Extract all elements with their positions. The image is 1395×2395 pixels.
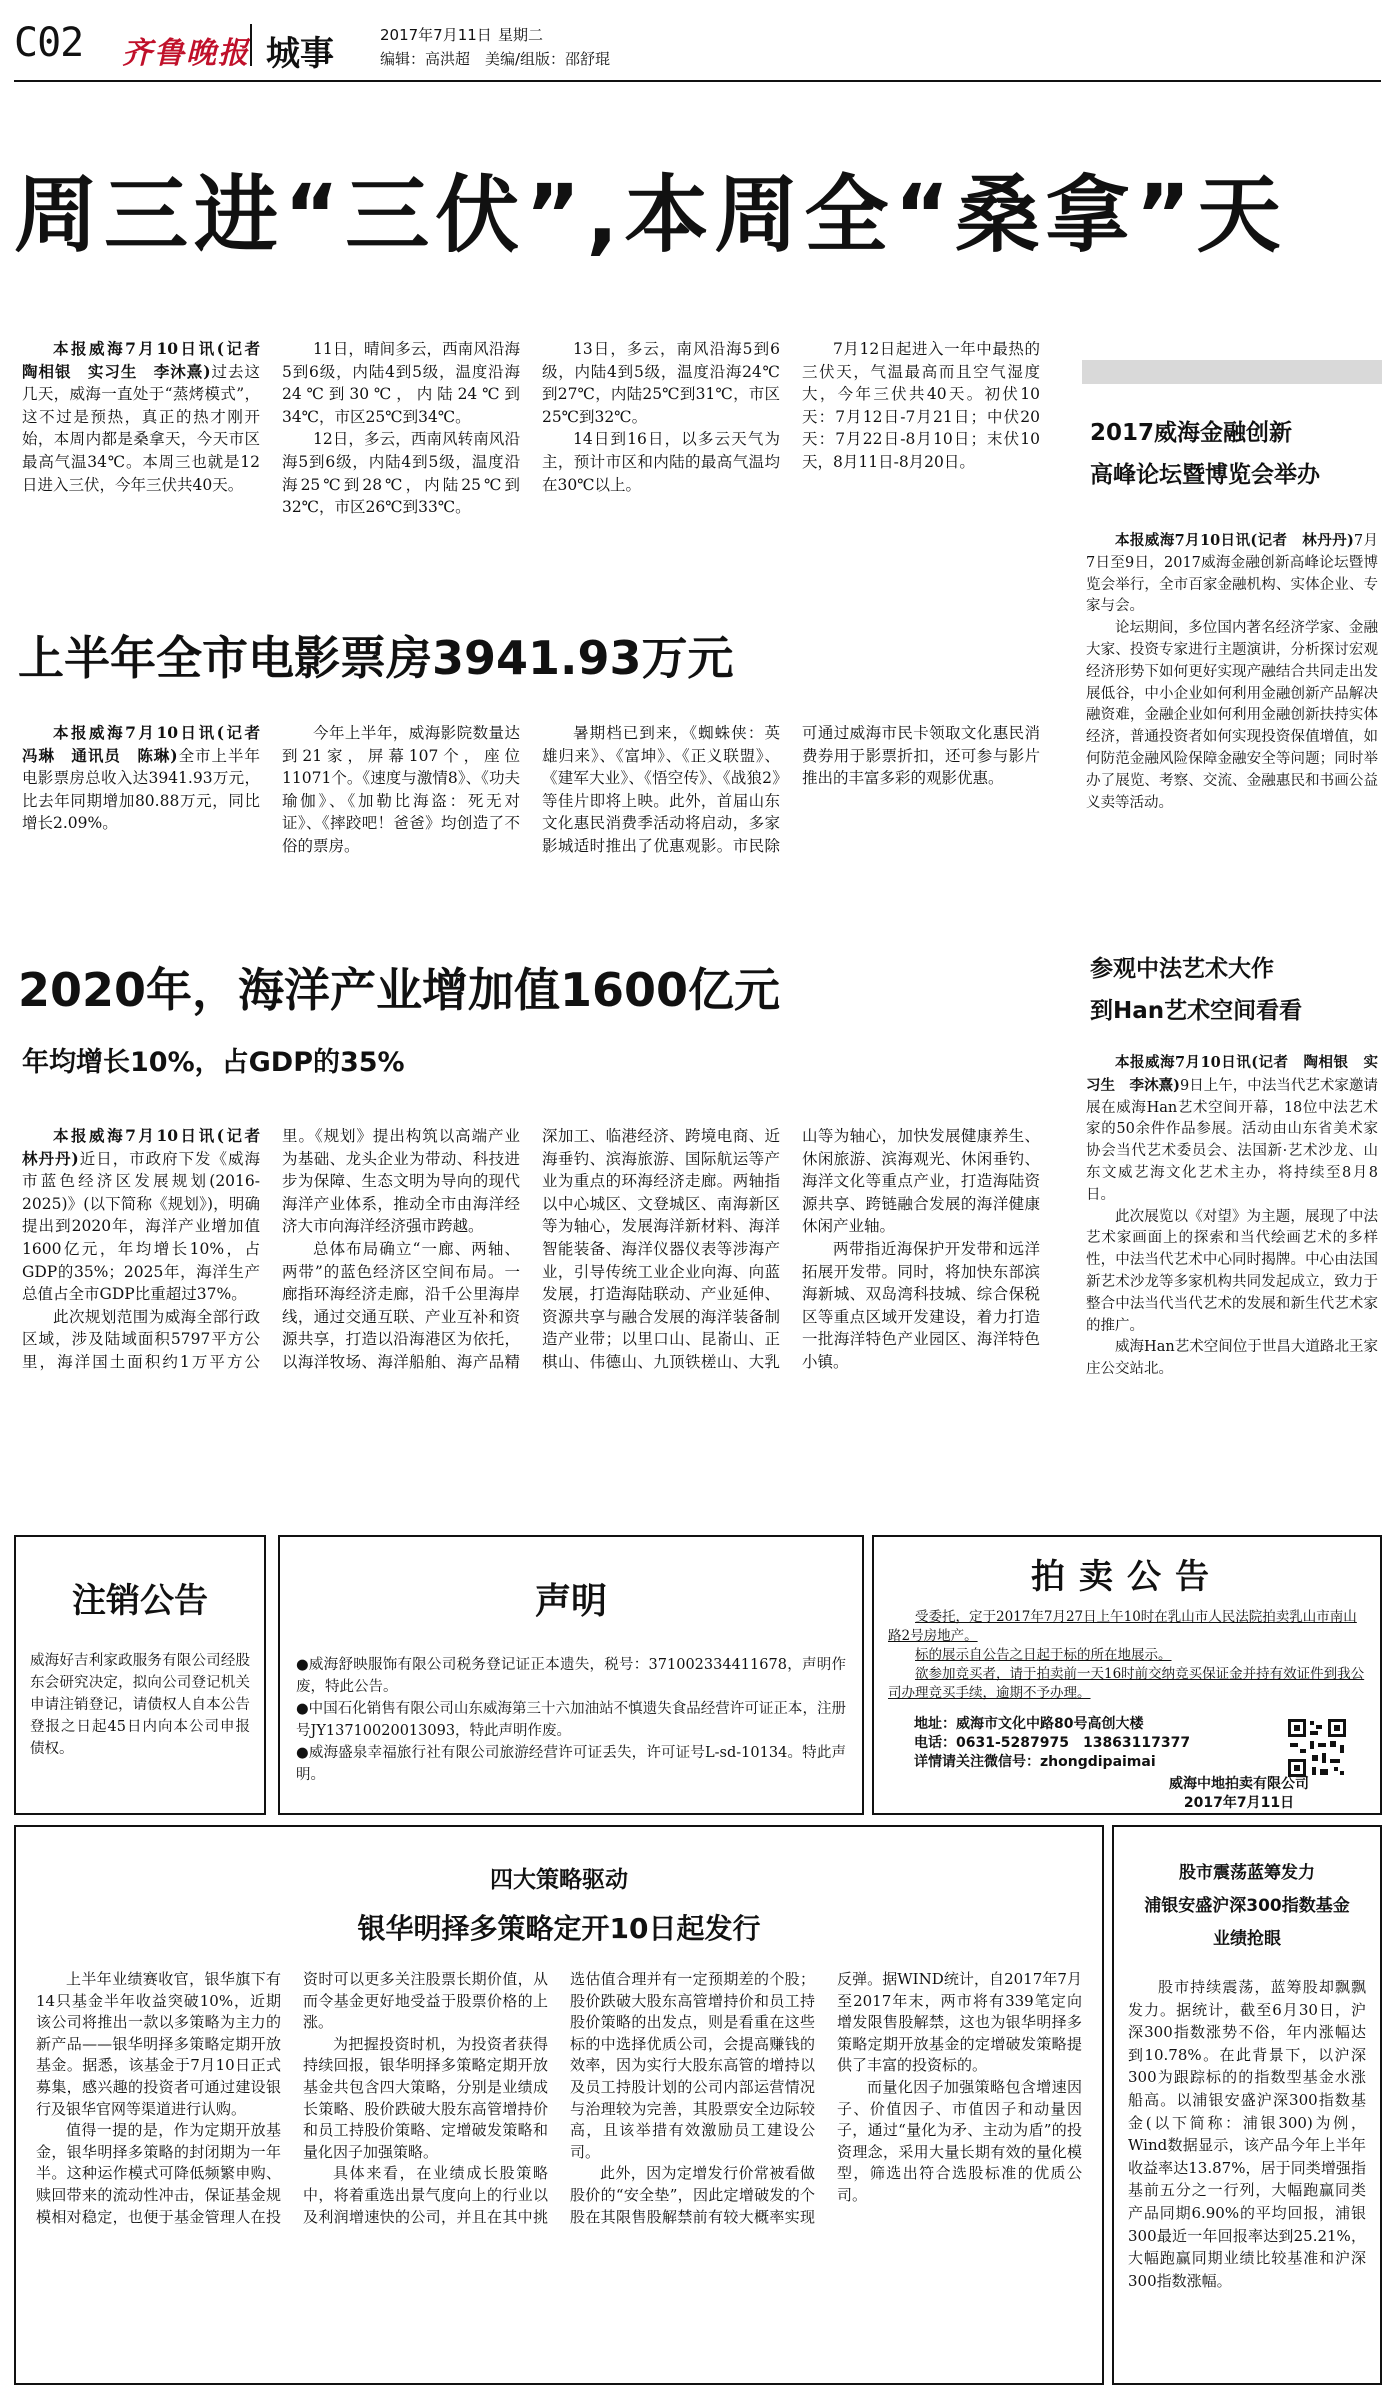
article4-para: 值得一提的是，作为定期开放基金，银华明择多策略的封闭期为一年半。这种运作模式可降低频繁申购、赎回带来的流动性冲击，保证基金规模相对稳定，也便于基金管理人在投资时可以更多关注股票长期价值，从而令基金更好地受益于股票价格的上涨。	[36, 1970, 548, 2226]
article2-byline: 本报威海7月10日讯(记者 冯琳 通讯员 陈琳)	[22, 723, 276, 765]
article4-para: 此外，因为定增发行价常被看做股价的“安全垫”，因此定增破发的个股在其限售股解禁前有较大概率实现反弹。据WIND统计，自2017年7月至2017年末，两市将有339笔定向增发限售股解禁，这也为银华明择多策略定期开放基金的定增破发策略提供了丰富的投资标的。	[570, 1970, 1082, 2226]
article4-para: 而量化因子加强策略包含增速因子、价值因子、市值因子和动量因子，通过“量化为矛、主动为盾”的投资理念，采用大量长期有效的量化模型，筛选出符合选股标准的优质公司。	[837, 2077, 1082, 2204]
sidebar2-headline-line: 到Han艺术空间看看	[1090, 998, 1303, 1024]
article1-headline: 周三进“三伏”,本周全“桑拿”天	[14, 166, 1287, 264]
auction-signoff	[1144, 1775, 1334, 1813]
auction-para: 欲参加竞买者，请于拍卖前一天16时前交纳竞买保证金并持有效证件到我公司办理竞买手续，逾期不予办理。	[888, 1666, 1365, 1701]
article1-para: 14日到16日，以多云天气为主，预计市区和内陆的最高气温均在30℃以上。	[542, 430, 780, 494]
article4-para: 上半年业绩赛收官，银华旗下有14只基金半年收益突破10%，近期该公司将推出一款以多策略为主力的新产品——银华明择多策略定期开放基金。据悉，该基金于7月10日正式募集，感兴趣的投资者可通过建设银行及银华官网等渠道进行认购。	[36, 1970, 281, 2118]
article3-para: 近日，市政府下发《威海市蓝色经济区发展规划(2016-2025)》(以下简称《规划》)，明确提出到2020年，海洋产业增加值1600亿元，年均增长10%，占GDP的35%；2025年，海洋生产总值占全市GDP比重超过37%。	[22, 1149, 260, 1304]
article3-headline: 2020年，海洋产业增加值1600亿元	[18, 963, 781, 1017]
article1-para: 11日，晴间多云，西南风沿海5到6级，内陆4到5级，温度沿海24℃到30℃，内陆24℃到34℃，市区25℃到34℃。	[282, 340, 520, 426]
article4-para: 具体来看，在业绩成长股策略中，将着重选出景气度向上的行业以及利润增速快的公司，并且在其中挑选估值合理并有一定预期差的个股；股价跌破大股东高管增持价和员工持股价策略的出发点，则是看重在这些标的中选择优质公司，会提高赚钱的效率，因为实行大股东高管的增持以及员工持股计划的公司内部运营情况与治理较为完善，其股票安全边际较高，且该举措有效激励员工建设公司。	[303, 1970, 815, 2226]
article1-byline: 本报威海7月10日讯(记者 陶相银 实习生 李沐熹)	[22, 339, 276, 381]
article3-body	[22, 1125, 1040, 1515]
sidebar1-headline	[1090, 412, 1380, 496]
article4-kicker: 四大策略驱动	[490, 1867, 628, 1893]
article1-para: 13日，多云，南风沿海5到6级，内陆4到5级，温度沿海24℃到27℃，内陆25℃到31℃，市区25℃到32℃。	[542, 340, 780, 426]
masthead	[14, 14, 1384, 76]
cancel-notice	[14, 1535, 266, 1815]
paper-logo: 齐鲁晚报	[122, 36, 250, 71]
sidebar1-para: 7月7日至9日，2017威海金融创新高峰论坛暨博览会举行，全市百家金融机构、实体企业、专家与会。	[1086, 533, 1378, 615]
article2-headline: 上半年全市电影票房3941.93万元	[18, 631, 734, 685]
sidebar3-headline-line: 浦银安盛沪深300指数基金	[1144, 1896, 1350, 1916]
article1-body	[22, 338, 1040, 566]
sidebar3-box	[1112, 1825, 1382, 2385]
article2-para: 全市上半年电影票房总收入达3941.93万元，比去年同期增加80.88万元，同比增长2.09%。	[22, 746, 260, 833]
auction-notice	[872, 1535, 1382, 1815]
auction-contacts	[914, 1715, 1190, 1772]
issue-date: 2017年7月11日	[380, 26, 492, 44]
sidebar3-headline-line: 业绩抢眼	[1213, 1929, 1281, 1949]
article4-box	[14, 1825, 1104, 2385]
article2-body	[22, 722, 1040, 922]
statement-title: 声明	[534, 1581, 607, 1622]
sidebar2-headline-line: 参观中法艺术大作	[1090, 956, 1274, 982]
sidebar2-para: 9日上午，中法当代艺术家邀请展在威海Han艺术空间开幕，18位中法艺术家的50余件作品参展。活动由山东省美术家协会当代艺术委员会、法国新·艺术沙龙、山东文威艺海文化艺术主办，将持续至8月8日。	[1086, 1077, 1378, 1203]
auction-para: 标的展示自公告之日起于标的所在地展示。	[915, 1647, 1172, 1663]
cancel-notice-title: 注销公告	[72, 1581, 208, 1621]
sidebar3-headline	[1128, 1857, 1366, 1956]
sidebar3-headline-line: 股市震荡蓝筹发力	[1179, 1863, 1315, 1883]
auction-para: 受委托，定于2017年7月27日上午10时在乳山市人民法院拍卖乳山市南山路2号房地产。	[888, 1609, 1357, 1644]
sidebar3-body	[1128, 1976, 1366, 2292]
statement-item: ●中国石化销售有限公司山东威海第三十六加油站不慎遗失食品经营许可证正本，注册号JY13710020013093，特此声明作废。	[296, 1701, 846, 1739]
sidebar1-byline: 本报威海7月10日讯(记者 林丹丹)	[1115, 532, 1354, 549]
sidebar1-headline-line: 2017威海金融创新	[1090, 420, 1293, 446]
statement-notice	[278, 1535, 864, 1815]
article4-headline: 银华明择多策略定开10日起发行	[357, 1912, 761, 1945]
editors-line: 编辑：高洪超 美编/组版：邵舒琨	[380, 50, 611, 68]
article3-subhead: 年均增长10%，占GDP的35%	[22, 1047, 405, 1078]
article3-para: 两带指近海保护开发带和远洋拓展开发带。同时，将加快东部滨海新城、双岛湾科技城、综合保税区等重点区域开发建设，着力打造一批海洋特色产业园区、海洋特色小镇。	[802, 1239, 1040, 1371]
masthead-rule	[14, 80, 1381, 82]
article4-body	[36, 1969, 1082, 2369]
statement-item: ●威海盛泉幸福旅行社有限公司旅游经营许可证丢失，许可证号L-sd-10134。特此声明。	[296, 1745, 846, 1783]
qr-code-icon	[1286, 1717, 1348, 1779]
article3-byline: 本报威海7月10日讯(记者 林丹丹)	[22, 1126, 276, 1168]
article1-para: 7月12日起进入一年中最热的三伏天，气温最高而且空气湿度大，今年三伏共40天。初伏10天：7月12日-7月21日；中伏20天：7月22日-8月10日；末伏10天，8月11日-8月20日。	[802, 340, 1040, 471]
section-title: 城事	[266, 34, 334, 74]
sidebar2-headline	[1090, 948, 1380, 1032]
sidebar1-headline-line: 高峰论坛暨博览会举办	[1090, 462, 1320, 488]
auction-wechat: 详情请关注微信号：zhongdipaimai	[914, 1754, 1156, 1770]
issue-weekday: 星期二	[498, 26, 544, 44]
article2-para: 暑期档已到来，《蜘蛛侠：英雄归来》、《富坤》、《正义联盟》、《建军大业》、《悟空传》、《战狼2》等佳片即将上映。此外，首届山东文化惠民消费季活动将启动，多家影城适时推出了优惠观影。市民除可通过威海市民卡领取文化惠民消费券用于影票折扣，还可参与影片推出的丰富多彩的观影优惠。	[542, 724, 1040, 855]
sidebar3-para: 股市持续震荡，蓝筹股却飘飘发力。据统计，截至6月30日，沪深300指数涨势不俗，年内涨幅达到10.78%。在此背景下，以沪深300为跟踪标的的指数型基金水涨船高。以浦银安盛沪深300指数基金(以下简称：浦银300)为例，Wind数据显示，该产品今年上半年收益率达13.87%，居于同类增强指基前五分之一行列，大幅跑赢同类产品同期6.90%的平均回报，浦银300最近一年回报率达到25.21%，大幅跑赢同期业绩比较基准和沪深300指数涨幅。	[1128, 1978, 1366, 2290]
sidebar2-body	[1086, 1052, 1378, 1522]
sidebar1-para: 论坛期间，多位国内著名经济学家、金融大家、投资专家进行主题演讲，分析探讨宏观经济形势下如何更好实现产融结合共同走出发展低谷，中小企业如何利用金融创新产品解决融资难，金融企业如何利用金融创新扶持实体经济，普通投资者如何实现投资保值增值，如何防范金融风险保障金融安全等问题；同时举办了展览、考察、交流、金融惠民和书画公益义卖等活动。	[1086, 620, 1378, 811]
article2-para: 今年上半年，威海影院数量达到21家，屏幕107个，座位11071个。《速度与激情8》、《功夫瑜伽》、《加勒比海盗：死无对证》、《摔跤吧！爸爸》均创造了不俗的票房。	[282, 724, 520, 855]
article3-para: 总体布局确立“一廊、两轴、两带”的蓝色经济区空间布局。一廊指环海经济走廊，沿千公里海岸线，通过交通互联、产业互补和资源共享，打造以沿海港区为依托，以海洋牧场、海洋船舶、海产品精深加工、临港经济、跨境电商、近海垂钓、滨海旅游、国际航运等产业为重点的环海经济走廊。两轴指以中心城区、文登城区、南海新区等为轴心，发展海洋新材料、海洋智能装备、海洋仪器仪表等涉海产业，引导传统工业企业向海、向蓝发展，打造海陆联动、产业延伸、资源共享与融合发展的海洋装备制造产业带；以里口山、昆嵛山、正棋山、伟德山、九顶铁槎山、大乳山等为轴心，加快发展健康养生、休闲旅游、滨海观光、休闲垂钓、海洋文化等重点产业，打造海陆资源共享、跨链融合发展的海洋健康休闲产业轴。	[282, 1127, 1040, 1371]
auction-company: 威海中地拍卖有限公司	[1169, 1776, 1309, 1792]
auction-phone: 电话：0631-5287975 13863117377	[914, 1735, 1191, 1751]
auction-title: 拍卖公告	[1031, 1557, 1223, 1597]
masthead-divider	[250, 24, 252, 66]
article4-para: 为把握投资时机，为投资者获得持续回报，银华明择多策略定期开放基金共包含四大策略，分别是业绩成长策略、股价跌破大股东高管增持价和员工持股价策略、定增破发策略和量化因子加强策略。	[303, 2034, 548, 2161]
statement-item: ●威海舒映服饰有限公司税务登记证正本遗失，税号：371002334411678，声明作废，特此公告。	[296, 1657, 846, 1695]
article1-para: 过去这几天，威海一直处于“蒸烤模式”，这不过是预热，真正的热才刚开始，本周内都是桑拿天，今天市区最高气温34℃。本周三也就是12日进入三伏，今年三伏共40天。	[22, 362, 260, 494]
page-number: C02	[14, 20, 84, 66]
cancel-notice-text: 威海好吉利家政服务有限公司经股东会研究决定，拟向公司登记机关申请注销登记，请债权人自本公告登报之日起45日内向本公司申报债权。	[30, 1653, 250, 1757]
article3-para: 此次规划范围为威海全部行政区域，涉及陆域面积5797平方公里，海洋国土面积约1万平方公里。《规划》提出构筑以高端产业为基础、龙头企业为带动、科技进步为保障、生态文明为导向的现代海洋产业体系，推动全市由海洋经济大市向海洋经济强市跨越。	[22, 1127, 520, 1371]
article1-para: 12日，多云，西南风转南风沿海5到6级，内陆4到5级，温度沿海25℃到28℃，内陆25℃到32℃，市区26℃到33℃。	[282, 430, 520, 517]
sidebar-top-bar	[1082, 360, 1382, 384]
auction-address: 地址：威海市文化中路80号高创大楼	[914, 1716, 1144, 1732]
auction-date: 2017年7月11日	[1183, 1795, 1295, 1811]
sidebar2-byline: 本报威海7月10日讯(记者 陶相银 实习生 李沐熹)	[1086, 1054, 1378, 1094]
sidebar2-para: 此次展览以《对望》为主题，展现了中法艺术家画面上的探索和当代绘画艺术的多样性，中法当代艺术中心同时揭牌。中心由法国新艺术沙龙等多家机构共同发起成立，致力于整合中法当代当代艺术的发展和新生代艺术家的推广。	[1086, 1208, 1378, 1334]
sidebar2-para: 威海Han艺术空间位于世昌大道路北王家庄公交站北。	[1086, 1339, 1378, 1378]
sidebar1-body	[1086, 530, 1378, 930]
